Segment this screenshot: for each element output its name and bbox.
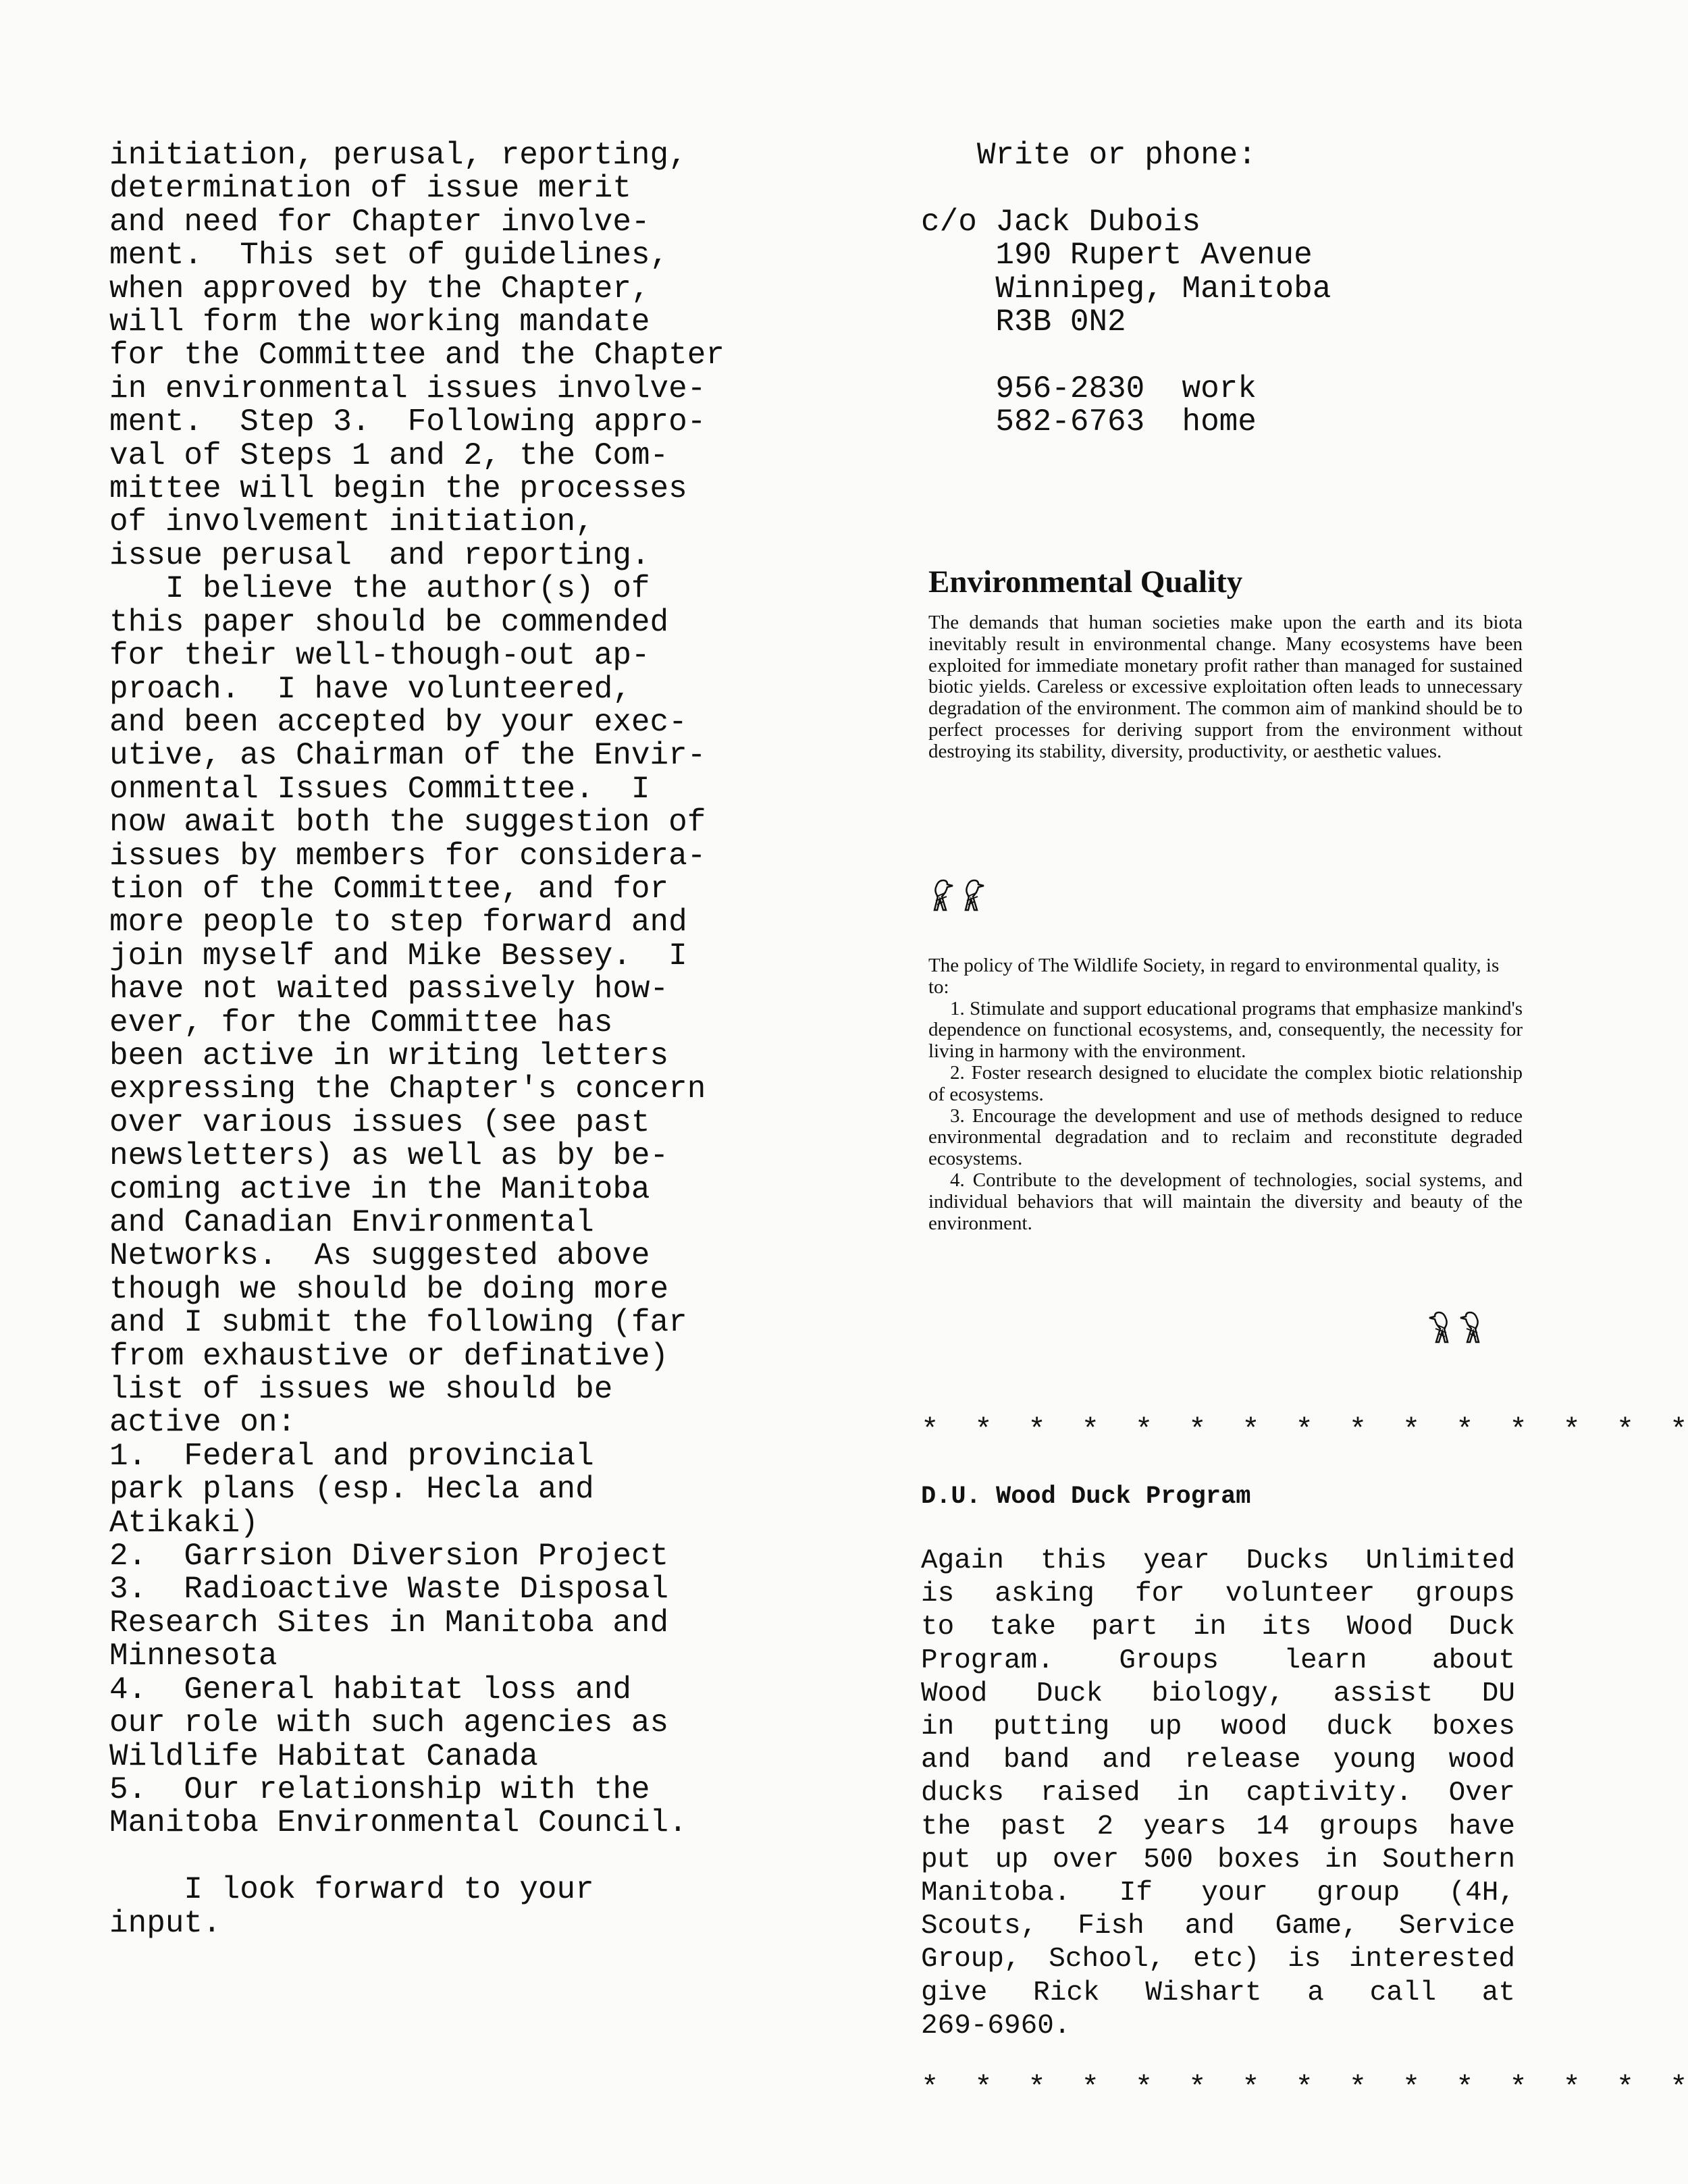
text-line: in environmental issues involve- xyxy=(109,371,706,406)
contact-postal: R3B 0N2 xyxy=(995,304,1126,340)
text-line: val of Steps 1 and 2, the Com- xyxy=(109,437,669,473)
heron-bird-icon-pair xyxy=(928,878,985,913)
policy-item: 4. Contribute to the development of technologies, social systems, and individual behaviors that will maintain the diversity and beauty of the environment. xyxy=(928,1169,1523,1234)
text-line: issues by members for considera- xyxy=(109,838,706,874)
contact-city: Winnipeg, Manitoba xyxy=(995,271,1331,307)
text-line: I believe the author(s) of xyxy=(109,571,650,607)
text-line: Program. Groups learn about xyxy=(921,1645,1515,1676)
environmental-quality-paragraph: The demands that human societies make upon the earth and its biota inevitably result in environmental change. Many ecosystems have been exploited for immediate monetary profit rather than managed for sustained biotic yields. Careless or excessive exploitation often leads to unnecessary degradation of the environment. The common aim of mankind should be to perfect processes for deriving support from the environment without destroying its stability, diversity, productivity, or aesthetic values. xyxy=(928,612,1523,762)
text-line: issue perusal and reporting. xyxy=(109,537,650,573)
wood-duck-lines xyxy=(921,1545,1515,2043)
text-line: active on: xyxy=(109,1405,296,1441)
text-line: initiation, perusal, reporting, xyxy=(109,138,687,173)
contact-street: 190 Rupert Avenue xyxy=(995,238,1313,273)
contact-phone-work: 956-2830 work xyxy=(995,371,1257,406)
text-line: 4. General habitat loss and xyxy=(109,1672,631,1707)
heron-bird-icon-pair xyxy=(1428,1310,1485,1345)
heron-bird-icon xyxy=(928,878,954,913)
contact-block xyxy=(921,139,1596,440)
text-line: mittee will begin the processes xyxy=(109,471,687,507)
text-line: park plans (esp. Hecla and xyxy=(109,1472,594,1508)
text-line: put up over 500 boxes in Southern xyxy=(921,1844,1515,1875)
text-line: Group, School, etc) is interested xyxy=(921,1944,1515,1975)
text-line xyxy=(109,1840,758,1873)
text-line: this paper should be commended xyxy=(109,604,669,640)
text-line: ever, for the Committee has xyxy=(109,1005,613,1040)
text-line: is asking for volunteer groups xyxy=(921,1578,1515,1610)
text-line: Wood Duck biology, assist DU xyxy=(921,1678,1515,1709)
heron-bird-icon xyxy=(1428,1310,1454,1345)
text-line: ment. Step 3. Following appro- xyxy=(109,404,706,440)
text-line: Scouts, Fish and Game, Service xyxy=(921,1911,1515,1942)
text-line: Research Sites in Manitoba and xyxy=(109,1605,669,1641)
text-line: newsletters) as well as by be- xyxy=(109,1138,669,1174)
text-line: more people to step forward and xyxy=(109,905,687,940)
text-line: 5. Our relationship with the xyxy=(109,1772,650,1807)
text-line: proach. I have volunteered, xyxy=(109,671,631,707)
text-line: Atikaki) xyxy=(109,1505,259,1541)
text-line: and band and release young wood xyxy=(921,1744,1515,1776)
text-line: and been accepted by your exec- xyxy=(109,704,687,740)
policy-item: 3. Encourage the development and use of methods designed to reduce environmental degradation and to reclaim and reconstitute degraded ecosystems. xyxy=(928,1104,1523,1170)
text-line: Manitoba Environmental Council. xyxy=(109,1805,687,1841)
text-line: onmental Issues Committee. I xyxy=(109,771,650,807)
text-line: from exhaustive or definative) xyxy=(109,1338,669,1374)
environmental-quality-heading: Environmental Quality xyxy=(928,564,1243,600)
text-line: the past 2 years 14 groups have xyxy=(921,1811,1515,1842)
spacer xyxy=(921,339,1596,372)
text-line: now await both the suggestion of xyxy=(109,805,706,841)
text-line: Manitoba. If your group (4H, xyxy=(921,1877,1515,1909)
heron-bird-icon xyxy=(959,878,985,913)
environmental-quality-section xyxy=(928,562,1523,763)
text-line: determination of issue merit xyxy=(109,171,631,207)
contact-care-of: c/o Jack Dubois xyxy=(921,204,1201,240)
text-line: and need for Chapter involve- xyxy=(109,204,650,240)
text-line: of involvement initiation, xyxy=(109,504,594,540)
left-column-text xyxy=(109,139,758,1940)
text-line: 269-6960. xyxy=(921,2010,1071,2042)
text-line: I look forward to your xyxy=(109,1872,594,1908)
text-line: though we should be doing more xyxy=(109,1271,669,1307)
text-line: Wildlife Habitat Canada xyxy=(109,1738,538,1774)
spacer xyxy=(921,172,1596,205)
text-line: been active in writing letters xyxy=(109,1038,669,1073)
text-line: to take part in its Wood Duck xyxy=(921,1612,1515,1643)
wildlife-society-policy xyxy=(928,955,1523,1234)
wood-duck-program-body xyxy=(921,1545,1515,2043)
policy-item: 1. Stimulate and support educational programs that emphasize mankind's dependence on functional ecosystems, and, consequently, the necessity for living in harmony with the environment. xyxy=(928,997,1523,1063)
left-column-lines xyxy=(109,139,758,1940)
text-line: coming active in the Manitoba xyxy=(109,1171,650,1207)
text-line: 3. Radioactive Waste Disposal xyxy=(109,1572,669,1607)
wood-duck-program-title: D.U. Wood Duck Program xyxy=(921,1483,1251,1511)
text-line: will form the working mandate xyxy=(109,304,650,340)
text-line: input. xyxy=(109,1905,221,1941)
text-line: and Canadian Environmental xyxy=(109,1205,594,1240)
policy-item: 2. Foster research designed to elucidate the complex biotic relationship of ecosystems. xyxy=(928,1061,1523,1105)
contact-heading: Write or phone: xyxy=(976,138,1257,173)
text-line: tion of the Committee, and for xyxy=(109,871,669,907)
policy-intro: The policy of The Wildlife Society, in regard to environmental quality, is to: xyxy=(928,955,1500,998)
text-line: our role with such agencies as xyxy=(109,1705,669,1741)
text-line: utive, as Chairman of the Envir- xyxy=(109,738,706,774)
text-line: in putting up wood duck boxes xyxy=(921,1711,1515,1743)
text-line: have not waited passively how- xyxy=(109,971,669,1007)
text-line: expressing the Chapter's concern xyxy=(109,1071,706,1107)
text-line: and I submit the following (far xyxy=(109,1305,687,1341)
star-separator: * * * * * * * * * * * * * * * xyxy=(921,1414,1688,1447)
text-line: when approved by the Chapter, xyxy=(109,271,650,307)
text-line: give Rick Wishart a call at xyxy=(921,1977,1515,2008)
star-separator: * * * * * * * * * * * * * * * xyxy=(921,2071,1688,2105)
text-line: 2. Garrsion Diversion Project xyxy=(109,1539,669,1574)
text-line: ducks raised in captivity. Over xyxy=(921,1778,1515,1809)
text-line: list of issues we should be xyxy=(109,1372,613,1408)
contact-phone-home: 582-6763 home xyxy=(995,404,1257,440)
text-line: Networks. As suggested above xyxy=(109,1238,650,1274)
text-line: over various issues (see past xyxy=(109,1104,650,1140)
text-line: Minnesota xyxy=(109,1639,278,1674)
text-line: Again this year Ducks Unlimited xyxy=(921,1545,1515,1576)
heron-bird-icon xyxy=(1459,1310,1485,1345)
text-line: ment. This set of guidelines, xyxy=(109,238,669,273)
text-line: 1. Federal and provincial xyxy=(109,1438,594,1474)
text-line: for the Committee and the Chapter xyxy=(109,338,724,373)
text-line: for their well-though-out ap- xyxy=(109,638,650,674)
text-line: join myself and Mike Bessey. I xyxy=(109,938,687,974)
